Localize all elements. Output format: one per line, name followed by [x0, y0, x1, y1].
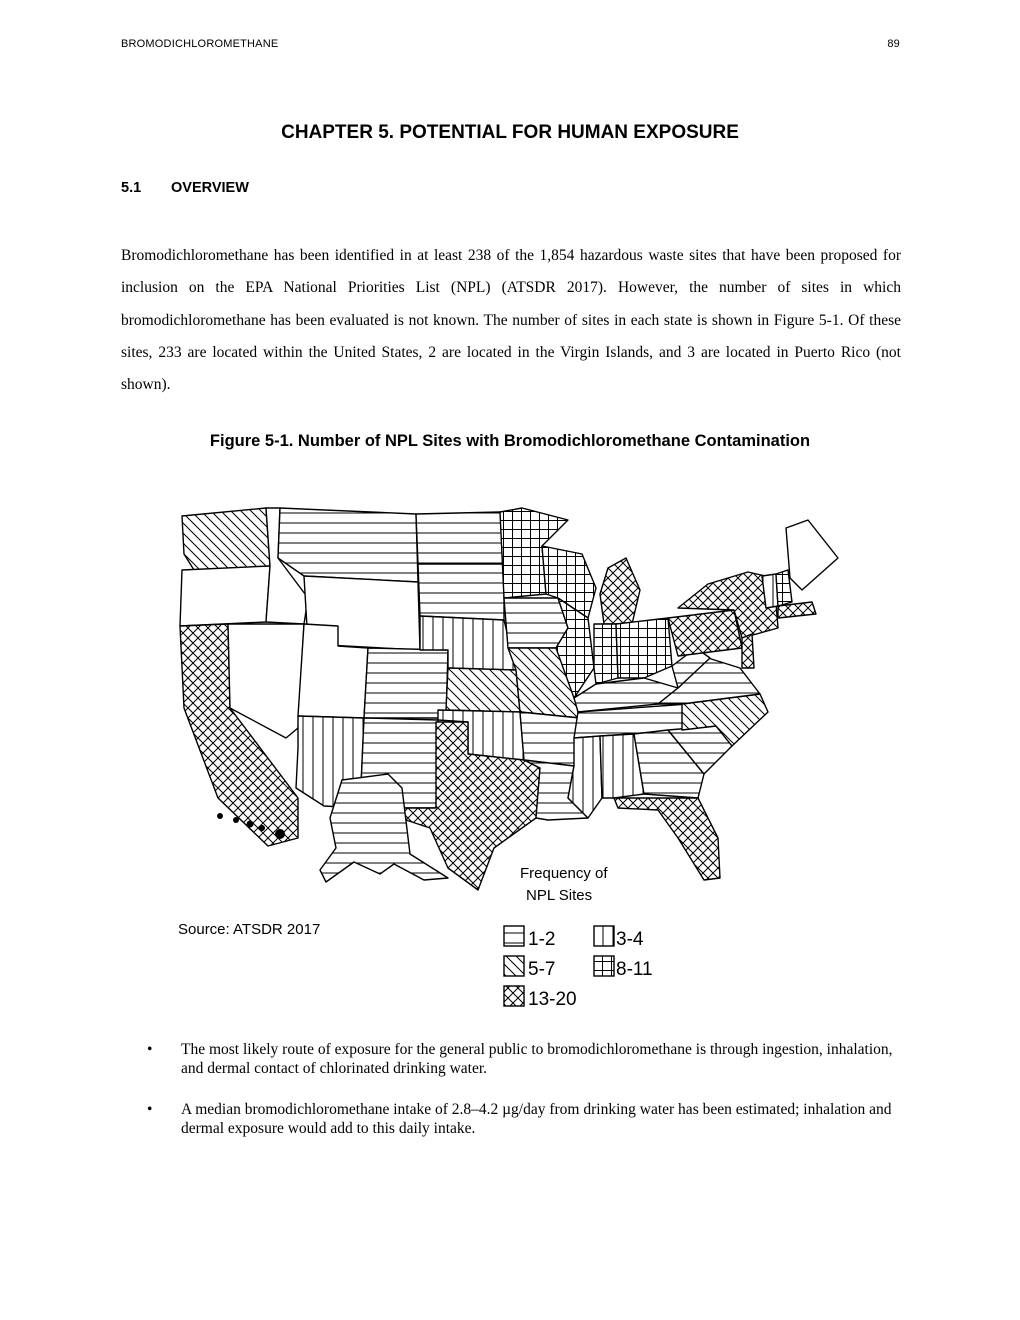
- map-legend: [504, 865, 653, 1010]
- bullet-text: The most likely route of exposure for the general public to bromodichloromethane is through ingestion, inhalation, and dermal contact of chlorinated drinking water.: [181, 1041, 893, 1077]
- npl-sites-map-figure: [148, 498, 874, 1014]
- legend-swatch-grid: [594, 956, 614, 976]
- us-map-svg: [148, 498, 874, 1014]
- list-item: [143, 1100, 903, 1138]
- map-state-ohio: [616, 618, 672, 678]
- map-state-montana: [278, 508, 418, 582]
- section-heading: [121, 180, 249, 196]
- map-state-south-dakota: [418, 564, 504, 620]
- map-state-kansas: [446, 668, 520, 712]
- key-points-list: [143, 1040, 903, 1160]
- list-item: [143, 1040, 903, 1078]
- figure-title: Figure 5-1. Number of NPL Sites with Bromodichloromethane Contamination: [209, 432, 811, 450]
- map-state-maine: [786, 520, 838, 590]
- legend-label-3-4: 3-4: [616, 929, 644, 950]
- legend-label-8-11: 8-11: [616, 959, 653, 980]
- map-state-colorado: [364, 648, 448, 718]
- map-state-arkansas: [520, 712, 580, 766]
- map-state-iowa: [504, 598, 568, 648]
- map-state-new-jersey: [742, 634, 754, 668]
- legend-swatch-crosshatch: [504, 986, 524, 1006]
- overview-paragraph: Bromodichloromethane has been identified in at least 238 of the 1,854 hazardous waste sites that have been proposed for inclusion on the EPA National Priorities List (NPL) (ATSDR 2017). However, the number of sites in which bromodichloromethane has been evaluated is not known. The number of sites in each state is shown in Figure 5-1. Of these sites, 233 are located within the United States, 2 are located in the Virgin Islands, and 3 are located in Puerto Rico (not shown).: [121, 247, 901, 394]
- legend-swatch-vertical: [594, 926, 614, 946]
- map-state-michigan: [600, 558, 640, 624]
- map-state-washington: [182, 508, 270, 570]
- map-state-north-dakota: [416, 512, 504, 564]
- running-header-title: BROMODICHLOROMETHANE: [121, 38, 279, 50]
- map-state-pennsylvania: [668, 610, 742, 656]
- page-number: 89: [887, 38, 900, 50]
- chapter-title: CHAPTER 5. POTENTIAL FOR HUMAN EXPOSURE: [281, 122, 739, 143]
- figure-source: Source: ATSDR 2017: [178, 921, 321, 938]
- map-state-florida: [614, 798, 720, 880]
- legend-title-line2: NPL Sites: [526, 887, 593, 904]
- bullet-text: A median bromodichloromethane intake of 2.8–4.2 µg/day from drinking water has been estimated; inhalation and dermal exposure would add to this daily intake.: [181, 1101, 892, 1137]
- legend-title-line1: Frequency of: [520, 865, 608, 882]
- map-state-indiana: [594, 624, 618, 684]
- legend-label-5-7: 5-7: [528, 959, 556, 980]
- map-state-oregon: [180, 566, 270, 626]
- legend-label-13-20: 13-20: [528, 989, 577, 1010]
- bullet-icon: •: [147, 1041, 153, 1058]
- legend-swatch-diagonal: [504, 956, 524, 976]
- legend-label-1-2: 1-2: [528, 929, 556, 950]
- bullet-icon: •: [147, 1101, 153, 1118]
- section-title: OVERVIEW: [171, 180, 249, 196]
- legend-swatch-horizontal: [504, 926, 524, 946]
- section-number: 5.1: [121, 180, 142, 196]
